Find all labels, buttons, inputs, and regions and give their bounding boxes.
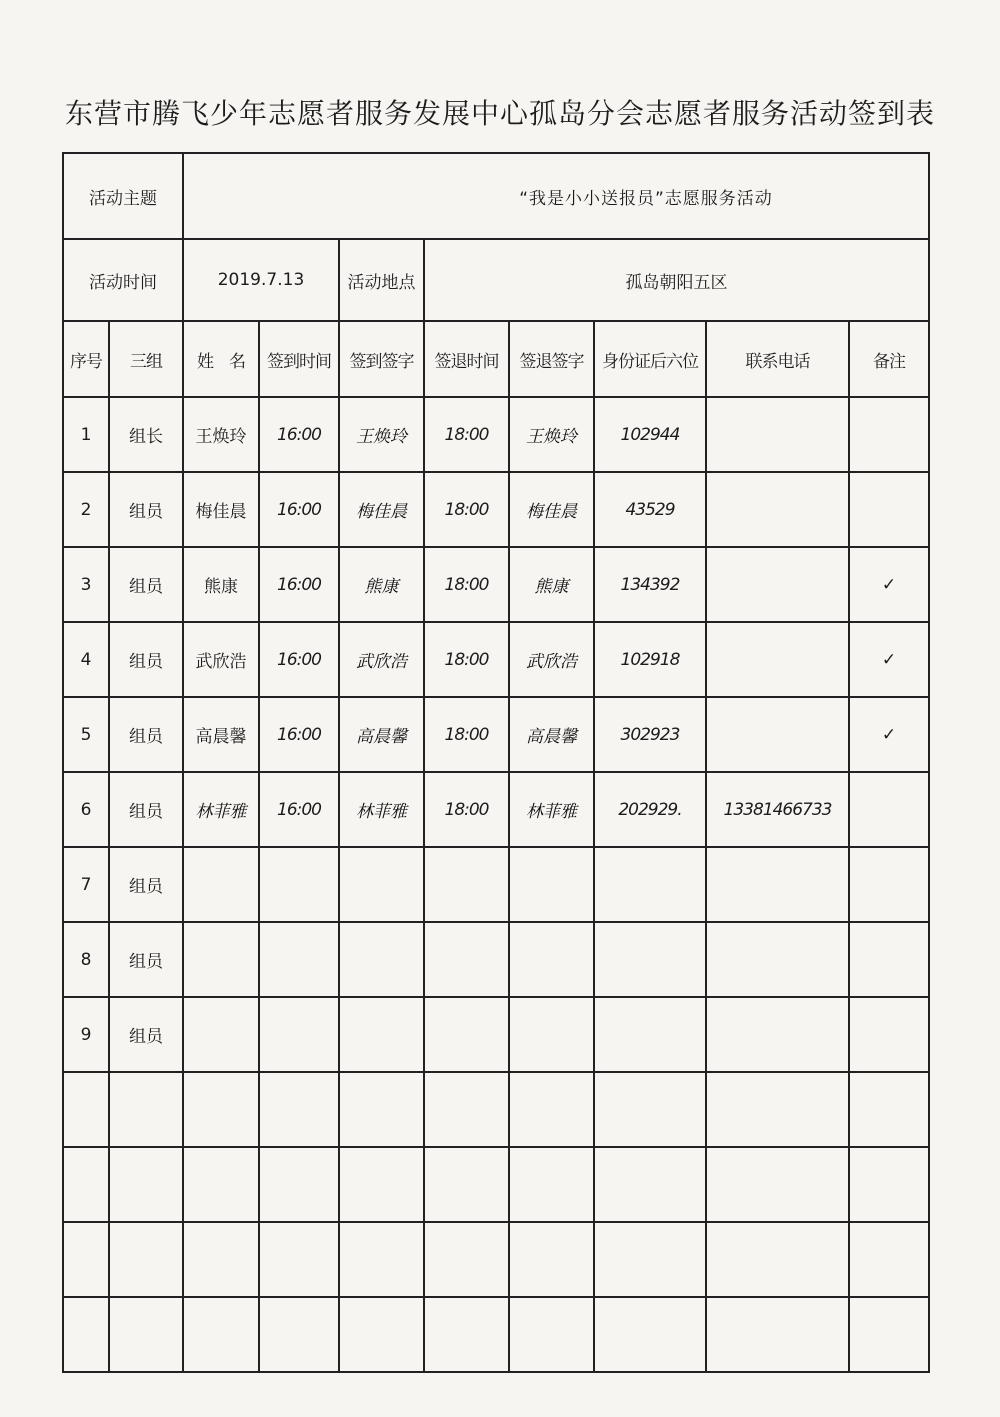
cell-signout-time bbox=[424, 1072, 509, 1147]
cell-signin-sign: 武欣浩 bbox=[339, 622, 424, 697]
cell-name: 林菲雅 bbox=[183, 772, 259, 847]
cell-seq: 5 bbox=[63, 697, 109, 772]
cell-remark bbox=[849, 1072, 929, 1147]
header-row bbox=[63, 321, 929, 397]
cell-name bbox=[183, 1222, 259, 1297]
cell-signin-time bbox=[259, 1222, 339, 1297]
cell-signout-time bbox=[424, 1147, 509, 1222]
header-id-last6: 身份证后六位 bbox=[594, 321, 706, 397]
cell-group bbox=[109, 1147, 183, 1222]
theme-label: 活动主题 bbox=[63, 153, 183, 239]
cell-phone: 13381466733 bbox=[706, 772, 849, 847]
theme-row bbox=[63, 153, 929, 239]
cell-signin-sign bbox=[339, 1222, 424, 1297]
cell-signout-sign bbox=[509, 922, 594, 997]
cell-name bbox=[183, 1147, 259, 1222]
cell-phone bbox=[706, 1072, 849, 1147]
document-title: 东营市腾飞少年志愿者服务发展中心孤岛分会志愿者服务活动签到表 bbox=[64, 97, 935, 130]
time-value: 2019.7.13 bbox=[183, 239, 339, 321]
cell-phone bbox=[706, 622, 849, 697]
header-remark: 备注 bbox=[849, 321, 929, 397]
cell-remark bbox=[849, 922, 929, 997]
cell-id-last6: 134392 bbox=[594, 547, 706, 622]
cell-seq bbox=[63, 1072, 109, 1147]
table-row bbox=[63, 772, 929, 847]
cell-group: 组员 bbox=[109, 622, 183, 697]
cell-signin-time: 16:00 bbox=[259, 472, 339, 547]
header-name: 姓 名 bbox=[183, 321, 259, 397]
cell-phone bbox=[706, 547, 849, 622]
cell-phone bbox=[706, 922, 849, 997]
cell-signout-time: 18:00 bbox=[424, 472, 509, 547]
cell-signin-time bbox=[259, 922, 339, 997]
header-signout-time: 签退时间 bbox=[424, 321, 509, 397]
cell-phone bbox=[706, 1222, 849, 1297]
cell-name bbox=[183, 997, 259, 1072]
place-label: 活动地点 bbox=[339, 239, 424, 321]
table-row bbox=[63, 697, 929, 772]
cell-signout-time: 18:00 bbox=[424, 772, 509, 847]
cell-name: 高晨馨 bbox=[183, 697, 259, 772]
header-phone: 联系电话 bbox=[706, 321, 849, 397]
cell-phone bbox=[706, 997, 849, 1072]
cell-name: 熊康 bbox=[183, 547, 259, 622]
cell-signin-time bbox=[259, 847, 339, 922]
cell-signout-time: 18:00 bbox=[424, 622, 509, 697]
cell-signout-time bbox=[424, 997, 509, 1072]
cell-phone bbox=[706, 697, 849, 772]
cell-signin-sign: 王焕玲 bbox=[339, 397, 424, 472]
cell-signin-time: 16:00 bbox=[259, 547, 339, 622]
cell-signout-time bbox=[424, 847, 509, 922]
cell-signin-sign bbox=[339, 1297, 424, 1372]
cell-id-last6: 43529 bbox=[594, 472, 706, 547]
cell-id-last6: 302923 bbox=[594, 697, 706, 772]
cell-remark: ✓ bbox=[849, 547, 929, 622]
cell-id-last6 bbox=[594, 1297, 706, 1372]
cell-signin-time: 16:00 bbox=[259, 772, 339, 847]
cell-signin-time: 16:00 bbox=[259, 397, 339, 472]
cell-name: 武欣浩 bbox=[183, 622, 259, 697]
cell-signout-sign bbox=[509, 997, 594, 1072]
cell-seq bbox=[63, 1147, 109, 1222]
cell-phone bbox=[706, 472, 849, 547]
cell-group: 组长 bbox=[109, 397, 183, 472]
cell-signout-sign: 梅佳晨 bbox=[509, 472, 594, 547]
cell-remark bbox=[849, 772, 929, 847]
cell-phone bbox=[706, 397, 849, 472]
header-signin-sign: 签到签字 bbox=[339, 321, 424, 397]
cell-name bbox=[183, 1072, 259, 1147]
cell-phone bbox=[706, 1147, 849, 1222]
table-row bbox=[63, 1072, 929, 1147]
cell-remark: ✓ bbox=[849, 622, 929, 697]
cell-signout-sign: 王焕玲 bbox=[509, 397, 594, 472]
cell-signin-sign: 熊康 bbox=[339, 547, 424, 622]
cell-group: 组员 bbox=[109, 997, 183, 1072]
cell-signout-time bbox=[424, 922, 509, 997]
table-row bbox=[63, 1297, 929, 1372]
cell-signin-sign bbox=[339, 997, 424, 1072]
cell-remark bbox=[849, 847, 929, 922]
cell-remark bbox=[849, 397, 929, 472]
cell-phone bbox=[706, 847, 849, 922]
cell-signin-time: 16:00 bbox=[259, 697, 339, 772]
header-seq: 序号 bbox=[63, 321, 109, 397]
cell-seq: 4 bbox=[63, 622, 109, 697]
cell-signout-sign: 武欣浩 bbox=[509, 622, 594, 697]
cell-signin-sign: 林菲雅 bbox=[339, 772, 424, 847]
table-row bbox=[63, 847, 929, 922]
cell-seq: 1 bbox=[63, 397, 109, 472]
cell-signout-sign bbox=[509, 1297, 594, 1372]
cell-name: 梅佳晨 bbox=[183, 472, 259, 547]
cell-id-last6 bbox=[594, 1072, 706, 1147]
cell-name: 王焕玲 bbox=[183, 397, 259, 472]
cell-id-last6 bbox=[594, 922, 706, 997]
cell-group: 组员 bbox=[109, 697, 183, 772]
time-row bbox=[63, 239, 929, 321]
cell-signout-sign: 熊康 bbox=[509, 547, 594, 622]
cell-id-last6: 102944 bbox=[594, 397, 706, 472]
cell-group: 组员 bbox=[109, 847, 183, 922]
table-row bbox=[63, 1147, 929, 1222]
table-row bbox=[63, 922, 929, 997]
cell-signin-sign bbox=[339, 1072, 424, 1147]
place-value: 孤岛朝阳五区 bbox=[424, 239, 929, 321]
cell-seq: 8 bbox=[63, 922, 109, 997]
cell-signin-sign: 高晨馨 bbox=[339, 697, 424, 772]
cell-remark bbox=[849, 472, 929, 547]
cell-seq bbox=[63, 1297, 109, 1372]
time-label: 活动时间 bbox=[63, 239, 183, 321]
header-group: 三组 bbox=[109, 321, 183, 397]
header-signout-sign: 签退签字 bbox=[509, 321, 594, 397]
cell-name bbox=[183, 922, 259, 997]
cell-id-last6 bbox=[594, 997, 706, 1072]
cell-id-last6 bbox=[594, 1222, 706, 1297]
cell-signout-time bbox=[424, 1297, 509, 1372]
cell-group: 组员 bbox=[109, 922, 183, 997]
table-row bbox=[63, 472, 929, 547]
cell-signout-time bbox=[424, 1222, 509, 1297]
cell-remark: ✓ bbox=[849, 697, 929, 772]
cell-signin-time bbox=[259, 1072, 339, 1147]
table-row bbox=[63, 397, 929, 472]
cell-group bbox=[109, 1072, 183, 1147]
cell-signin-sign bbox=[339, 922, 424, 997]
cell-signout-time: 18:00 bbox=[424, 547, 509, 622]
cell-seq bbox=[63, 1222, 109, 1297]
cell-signout-time: 18:00 bbox=[424, 697, 509, 772]
cell-remark bbox=[849, 1222, 929, 1297]
cell-name bbox=[183, 1297, 259, 1372]
cell-id-last6 bbox=[594, 847, 706, 922]
cell-signin-time bbox=[259, 1147, 339, 1222]
cell-seq: 2 bbox=[63, 472, 109, 547]
cell-remark bbox=[849, 997, 929, 1072]
cell-group: 组员 bbox=[109, 547, 183, 622]
table-row bbox=[63, 997, 929, 1072]
cell-group bbox=[109, 1297, 183, 1372]
cell-seq: 7 bbox=[63, 847, 109, 922]
cell-signin-time bbox=[259, 997, 339, 1072]
table-row bbox=[63, 622, 929, 697]
cell-signin-sign: 梅佳晨 bbox=[339, 472, 424, 547]
cell-seq: 3 bbox=[63, 547, 109, 622]
cell-signin-sign bbox=[339, 847, 424, 922]
cell-signout-time: 18:00 bbox=[424, 397, 509, 472]
cell-group: 组员 bbox=[109, 472, 183, 547]
cell-name bbox=[183, 847, 259, 922]
cell-signin-time: 16:00 bbox=[259, 622, 339, 697]
sign-in-table bbox=[62, 152, 930, 1373]
cell-id-last6: 202929. bbox=[594, 772, 706, 847]
cell-signout-sign bbox=[509, 1147, 594, 1222]
cell-remark bbox=[849, 1147, 929, 1222]
cell-signout-sign bbox=[509, 847, 594, 922]
cell-id-last6: 102918 bbox=[594, 622, 706, 697]
theme-value: “我是小小送报员”志愿服务活动 bbox=[183, 153, 929, 239]
cell-group: 组员 bbox=[109, 772, 183, 847]
cell-group bbox=[109, 1222, 183, 1297]
cell-seq: 9 bbox=[63, 997, 109, 1072]
cell-signin-sign bbox=[339, 1147, 424, 1222]
header-signin-time: 签到时间 bbox=[259, 321, 339, 397]
cell-signout-sign: 林菲雅 bbox=[509, 772, 594, 847]
cell-signout-sign bbox=[509, 1222, 594, 1297]
cell-id-last6 bbox=[594, 1147, 706, 1222]
table-row bbox=[63, 1222, 929, 1297]
cell-signin-time bbox=[259, 1297, 339, 1372]
table-row bbox=[63, 547, 929, 622]
cell-signout-sign bbox=[509, 1072, 594, 1147]
cell-seq: 6 bbox=[63, 772, 109, 847]
cell-remark bbox=[849, 1297, 929, 1372]
cell-signout-sign: 高晨馨 bbox=[509, 697, 594, 772]
cell-phone bbox=[706, 1297, 849, 1372]
